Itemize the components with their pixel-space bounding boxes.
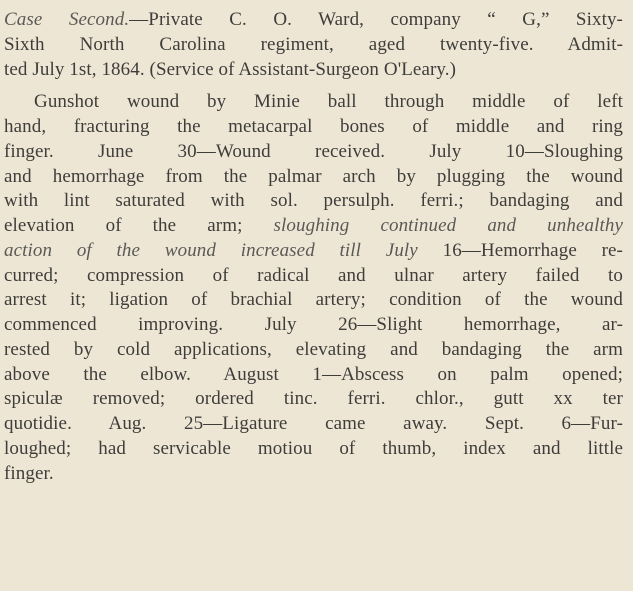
case-title: Case Second. xyxy=(4,9,130,30)
header-line: Sixth North Carolina regiment, aged twenty-five. Admit- xyxy=(4,33,623,55)
body-text: elevation of the arm; xyxy=(4,215,243,236)
case-body xyxy=(4,90,623,486)
italic-text: action of the wound increased till July xyxy=(4,239,418,261)
body-line: arrest it; ligation of brachial artery; condition of the wound xyxy=(4,289,623,311)
body-line: above the elbow. August 1—Abscess on palm opened; xyxy=(4,363,623,385)
body-line: hand, fracturing the metacarpal bones of middle and ring xyxy=(4,116,623,137)
body-line: quotidie. Aug. 25—Ligature came away. Sept. 6—Fur- xyxy=(4,413,623,434)
header-line xyxy=(4,8,623,33)
body-line: finger. June 30—Wound received. July 10—Sloughing xyxy=(4,140,623,162)
body-line: rested by cold applications, elevating and bandaging the arm xyxy=(4,338,623,360)
header-text: —Private C. O. Ward, company “ G,” Sixty- xyxy=(129,9,623,30)
body-line: with lint saturated with sol. persulph. ferri.; bandaging and xyxy=(4,190,623,212)
body-line: commenced improving. July 26—Slight hemorrhage, ar- xyxy=(4,314,623,335)
header-line: ted July 1st, 1864. (Service of Assistant-Surgeon O'Leary.) xyxy=(4,58,457,80)
body-line: finger. xyxy=(4,462,54,484)
italic-text: sloughing continued and unhealthy xyxy=(273,215,623,236)
body-line: and hemorrhage from the palmar arch by plugging the wound xyxy=(4,165,623,187)
body-line: curred; compression of radical and ulnar artery failed to xyxy=(4,264,623,286)
body-line xyxy=(4,214,623,239)
body-line: spiculæ removed; ordered tinc. ferri. chlor., gutt xx ter xyxy=(4,388,623,410)
case-header xyxy=(4,8,623,82)
body-text: 16—Hemorrhage re- xyxy=(442,239,623,261)
body-line xyxy=(4,239,623,264)
body-line: Gunshot wound by Minie ball through middle of left xyxy=(34,91,623,113)
body-line: loughed; had servicable motiou of thumb, index and little xyxy=(4,437,623,459)
